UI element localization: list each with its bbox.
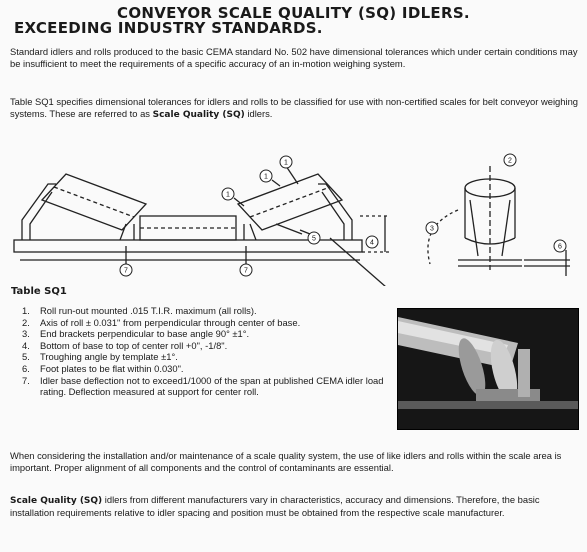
- callout-1b: 1: [264, 173, 268, 181]
- page-subtitle: EXCEEDING INDUSTRY STANDARDS.: [14, 19, 323, 37]
- closing-paragraph-2: [10, 494, 580, 519]
- page-title: CONVEYOR SCALE QUALITY (SQ) IDLERS.: [117, 4, 470, 22]
- intro-paragraph-1: Standard idlers and rolls produced to the basic CEMA standard No. 502 have dimensional tolerances which under certain conditions may be insufficient to meet the requirements of a specific accuracy of an in-motion weighing system.: [10, 46, 578, 69]
- callout-1c: 1: [226, 191, 230, 199]
- idler-photo: [397, 308, 579, 430]
- callout-3: 3: [430, 225, 434, 233]
- intro-paragraph-2: [10, 96, 580, 121]
- list-item: 6. Foot plates to be flat within 0.030".: [22, 362, 184, 374]
- callout-7b: 7: [244, 267, 248, 275]
- list-item: 7. Idler base deflection not to exceed1/1000 of the span at published CEMA idler load rating. Deflection measured at support for center roll.: [22, 374, 384, 398]
- callout-5: 5: [312, 235, 316, 243]
- callout-7a: 7: [124, 267, 128, 275]
- list-item: 1. Roll run-out mounted .015 T.I.R. maximum (all rolls).: [22, 305, 257, 316]
- table-heading: Table SQ1: [11, 286, 67, 297]
- callout-1a: 1: [284, 159, 288, 167]
- closing-text: idlers from different manufacturers vary in characteristics, accuracy and dimensions. Therefore, the basic installation requirements relative to idler spacing and position must be obtained from the respective scale manufacturer.: [10, 494, 540, 518]
- sq-term: Scale Quality (SQ): [152, 110, 245, 120]
- list-item: 3. End brackets perpendicular to base angle 90° ±1°.: [22, 328, 250, 340]
- callout-2: 2: [508, 157, 512, 165]
- list-item: 5. Troughing angle by template ±1°.: [22, 351, 178, 363]
- intro-text: Table SQ1 specifies dimensional tolerances for idlers and rolls to be classified for use with non-certified scales for belt conveyor weighing systems. These are referred to as: [10, 96, 578, 119]
- tolerance-list: [22, 305, 392, 398]
- intro-text-end: idlers.: [247, 108, 273, 119]
- sq-term: Scale Quality (SQ): [10, 496, 103, 506]
- callout-6: 6: [558, 243, 562, 251]
- list-item: 4. Bottom of base to top of center roll +0", -1/8".: [22, 339, 228, 351]
- list-item: 2. Axis of roll ± 0.031" from perpendicular through center of base.: [22, 316, 301, 328]
- closing-paragraph-1: When considering the installation and/or maintenance of a scale quality system, the use of like idlers and rolls within the scale area is important. Proper alignment of all components and the control of contaminants are essential.: [10, 450, 562, 473]
- callout-4: 4: [370, 239, 374, 247]
- idler-diagram: [0, 146, 587, 286]
